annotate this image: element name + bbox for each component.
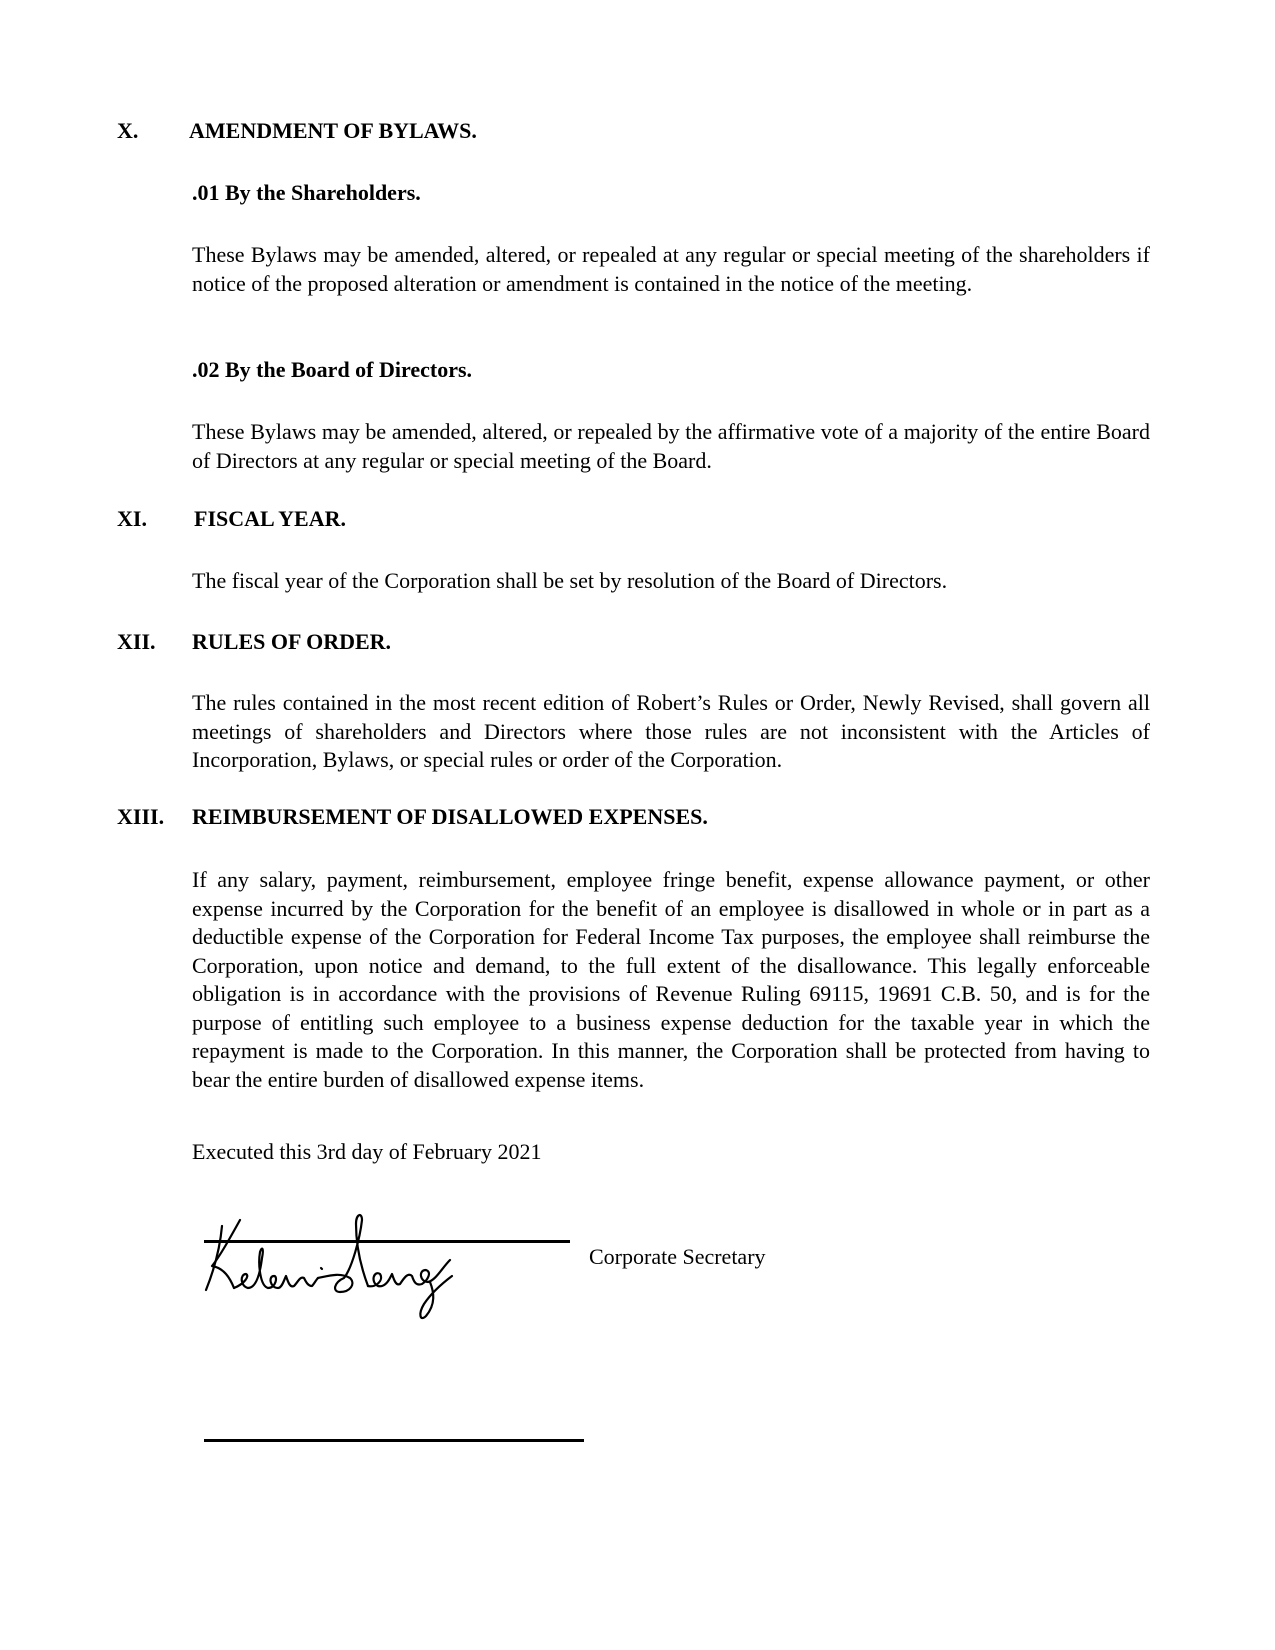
paragraph-reimbursement: If any salary, payment, reimbursement, employee fringe benefit, expense allowance payment, or other expense incurred by the Corporation for the benefit of an employee is disallowed in whole or in part as a deductible expense of the Corporation for Federal Income Tax purposes, the employee shall reimburse the Corporation, upon notice and demand, to the full extent of the disallowance. This legally enforceable obligation is in accordance with the provisions of Revenue Ruling 69115, 19691 C.B. 50, and is for the purpose of entitling such employee to a business expense deduction for the taxable year in which the repayment is made to the Corporation. In this manner, the Corporation shall be protected from having to bear the entire burden of disallowed expense items.: [192, 867, 1150, 1092]
section-number: XII.: [117, 629, 156, 654]
paragraph-board: These Bylaws may be amended, altered, or repealed by the affirmative vote of a majority of the entire Board of Directors at any regular or special meeting of the Board.: [192, 419, 1150, 473]
section-number: XI.: [117, 506, 147, 531]
paragraph-fiscal-year: The fiscal year of the Corporation shall be set by resolution of the Board of Directors.: [192, 568, 948, 593]
section-title: REIMBURSEMENT OF DISALLOWED EXPENSES.: [192, 804, 708, 829]
signer-title: Corporate Secretary: [589, 1244, 766, 1269]
section-number: X.: [117, 118, 139, 143]
section-title: AMENDMENT OF BYLAWS.: [189, 118, 477, 143]
second-signature-line: [204, 1439, 584, 1442]
subsection-heading-shareholders: .01 By the Shareholders.: [192, 180, 421, 205]
handwritten-signature: [200, 1208, 490, 1328]
section-number: XIII.: [117, 804, 165, 829]
paragraph-shareholders: These Bylaws may be amended, altered, or repealed at any regular or special meeting of the shareholders if notice of the proposed alteration or amendment is contained in the notice of the meeting.: [192, 242, 1150, 296]
execution-statement: Executed this 3rd day of February 2021: [192, 1139, 542, 1164]
paragraph-rules-of-order: The rules contained in the most recent edition of Robert’s Rules or Order, Newly Revised, shall govern all meetings of shareholders and Directors where those rules are not inconsistent with the Articles of Incorporation, Bylaws, or special rules or order of the Corporation.: [192, 690, 1150, 772]
subsection-heading-board: .02 By the Board of Directors.: [192, 357, 473, 382]
section-title: FISCAL YEAR.: [194, 506, 346, 531]
section-title: RULES OF ORDER.: [192, 629, 392, 654]
signature-line: [204, 1240, 570, 1243]
